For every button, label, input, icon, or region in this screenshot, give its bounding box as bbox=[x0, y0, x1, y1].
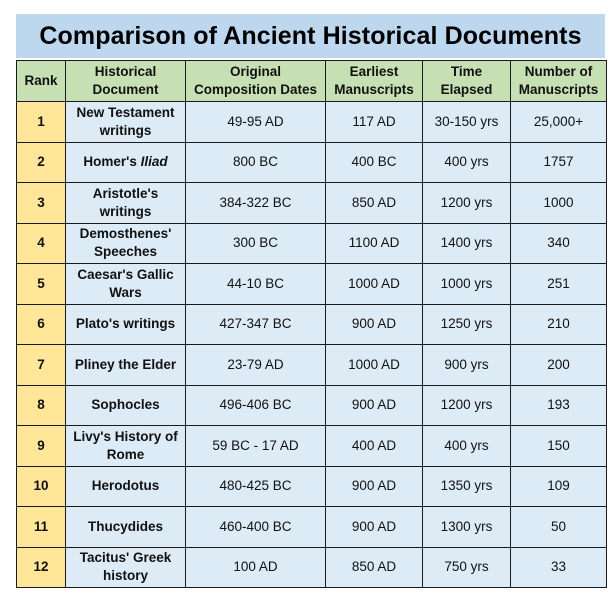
document-cell: Caesar's Gallic Wars bbox=[66, 264, 186, 305]
header-earliest bbox=[326, 61, 423, 102]
header-line: Original bbox=[229, 64, 281, 79]
count-cell: 150 bbox=[511, 426, 607, 467]
rank-cell: 10 bbox=[17, 466, 66, 507]
elapsed-cell: 1000 yrs bbox=[423, 264, 511, 305]
rank-cell: 2 bbox=[17, 142, 66, 183]
earliest-cell: 900 AD bbox=[326, 385, 423, 426]
earliest-cell: 1100 AD bbox=[326, 223, 423, 264]
earliest-cell: 400 BC bbox=[326, 142, 423, 183]
elapsed-cell: 1250 yrs bbox=[423, 304, 511, 345]
document-cell: Herodotus bbox=[66, 466, 186, 507]
header-count bbox=[511, 61, 607, 102]
rank-cell: 1 bbox=[17, 102, 66, 143]
rank-cell: 4 bbox=[17, 223, 66, 264]
table-row bbox=[17, 507, 607, 548]
count-cell: 33 bbox=[511, 547, 607, 588]
rank-cell: 12 bbox=[17, 547, 66, 588]
composition-cell: 496-406 BC bbox=[186, 385, 326, 426]
elapsed-cell: 1200 yrs bbox=[423, 183, 511, 224]
header-line: Manuscripts bbox=[334, 82, 414, 97]
document-cell: Thucydides bbox=[66, 507, 186, 548]
elapsed-cell: 1300 yrs bbox=[423, 507, 511, 548]
rank-cell: 7 bbox=[17, 345, 66, 386]
composition-cell: 384-322 BC bbox=[186, 183, 326, 224]
earliest-cell: 1000 AD bbox=[326, 345, 423, 386]
document-cell: Tacitus' Greek history bbox=[66, 547, 186, 588]
earliest-cell: 850 AD bbox=[326, 183, 423, 224]
elapsed-cell: 1400 yrs bbox=[423, 223, 511, 264]
header-composition bbox=[186, 61, 326, 102]
header-document bbox=[66, 61, 186, 102]
header-rank-label: Rank bbox=[24, 73, 58, 88]
header-line: Composition Dates bbox=[193, 82, 317, 97]
elapsed-cell: 400 yrs bbox=[423, 426, 511, 467]
earliest-cell: 900 AD bbox=[326, 466, 423, 507]
header-line: Time bbox=[450, 64, 483, 79]
table-row bbox=[17, 426, 607, 467]
elapsed-cell: 750 yrs bbox=[423, 547, 511, 588]
document-cell: Demosthenes' Speeches bbox=[66, 223, 186, 264]
header-line: Number of bbox=[524, 64, 593, 79]
table-row bbox=[17, 223, 607, 264]
count-cell: 340 bbox=[511, 223, 607, 264]
header-rank bbox=[17, 61, 66, 102]
document-cell: Aristotle's writings bbox=[66, 183, 186, 224]
document-name-italic: Iliad bbox=[140, 154, 168, 170]
rank-cell: 5 bbox=[17, 264, 66, 305]
document-cell: Plato's writings bbox=[66, 304, 186, 345]
elapsed-cell: 1200 yrs bbox=[423, 385, 511, 426]
earliest-cell: 400 AD bbox=[326, 426, 423, 467]
earliest-cell: 900 AD bbox=[326, 304, 423, 345]
header-line: Historical bbox=[94, 64, 157, 79]
header-line: Manuscripts bbox=[518, 82, 599, 97]
elapsed-cell: 900 yrs bbox=[423, 345, 511, 386]
header-elapsed bbox=[423, 61, 511, 102]
title-banner bbox=[16, 14, 605, 58]
table-row bbox=[17, 547, 607, 588]
count-cell: 200 bbox=[511, 345, 607, 386]
composition-cell: 800 BC bbox=[186, 142, 326, 183]
earliest-cell: 900 AD bbox=[326, 507, 423, 548]
composition-cell: 23-79 AD bbox=[186, 345, 326, 386]
documents-table bbox=[16, 60, 607, 588]
count-cell: 1000 bbox=[511, 183, 607, 224]
table-row bbox=[17, 345, 607, 386]
composition-cell: 300 BC bbox=[186, 223, 326, 264]
composition-cell: 460-400 BC bbox=[186, 507, 326, 548]
document-cell: Pliney the Elder bbox=[66, 345, 186, 386]
table-row bbox=[17, 183, 607, 224]
table-row bbox=[17, 102, 607, 143]
page-title: Comparison of Ancient Historical Documents bbox=[39, 21, 582, 50]
rank-cell: 8 bbox=[17, 385, 66, 426]
count-cell: 109 bbox=[511, 466, 607, 507]
header-row bbox=[17, 61, 607, 102]
composition-cell: 44-10 BC bbox=[186, 264, 326, 305]
count-cell: 210 bbox=[511, 304, 607, 345]
earliest-cell: 1000 AD bbox=[326, 264, 423, 305]
table-row bbox=[17, 142, 607, 183]
header-line: Earliest bbox=[349, 64, 399, 79]
table-row bbox=[17, 264, 607, 305]
table-row bbox=[17, 466, 607, 507]
rank-cell: 3 bbox=[17, 183, 66, 224]
composition-cell: 59 BC - 17 AD bbox=[186, 426, 326, 467]
count-cell: 1757 bbox=[511, 142, 607, 183]
elapsed-cell: 30-150 yrs bbox=[423, 102, 511, 143]
rank-cell: 9 bbox=[17, 426, 66, 467]
table-row bbox=[17, 385, 607, 426]
document-cell bbox=[66, 142, 186, 183]
header-line: Elapsed bbox=[440, 82, 493, 97]
document-cell: New Testament writings bbox=[66, 102, 186, 143]
table-row bbox=[17, 304, 607, 345]
count-cell: 50 bbox=[511, 507, 607, 548]
composition-cell: 427-347 BC bbox=[186, 304, 326, 345]
count-cell: 193 bbox=[511, 385, 607, 426]
composition-cell: 49-95 AD bbox=[186, 102, 326, 143]
composition-cell: 100 AD bbox=[186, 547, 326, 588]
document-name: Homer's bbox=[83, 154, 141, 170]
elapsed-cell: 1350 yrs bbox=[423, 466, 511, 507]
rank-cell: 6 bbox=[17, 304, 66, 345]
earliest-cell: 850 AD bbox=[326, 547, 423, 588]
count-cell: 251 bbox=[511, 264, 607, 305]
earliest-cell: 117 AD bbox=[326, 102, 423, 143]
count-cell: 25,000+ bbox=[511, 102, 607, 143]
header-line: Document bbox=[92, 82, 159, 97]
elapsed-cell: 400 yrs bbox=[423, 142, 511, 183]
document-cell: Livy's History of Rome bbox=[66, 426, 186, 467]
composition-cell: 480-425 BC bbox=[186, 466, 326, 507]
document-cell: Sophocles bbox=[66, 385, 186, 426]
rank-cell: 11 bbox=[17, 507, 66, 548]
